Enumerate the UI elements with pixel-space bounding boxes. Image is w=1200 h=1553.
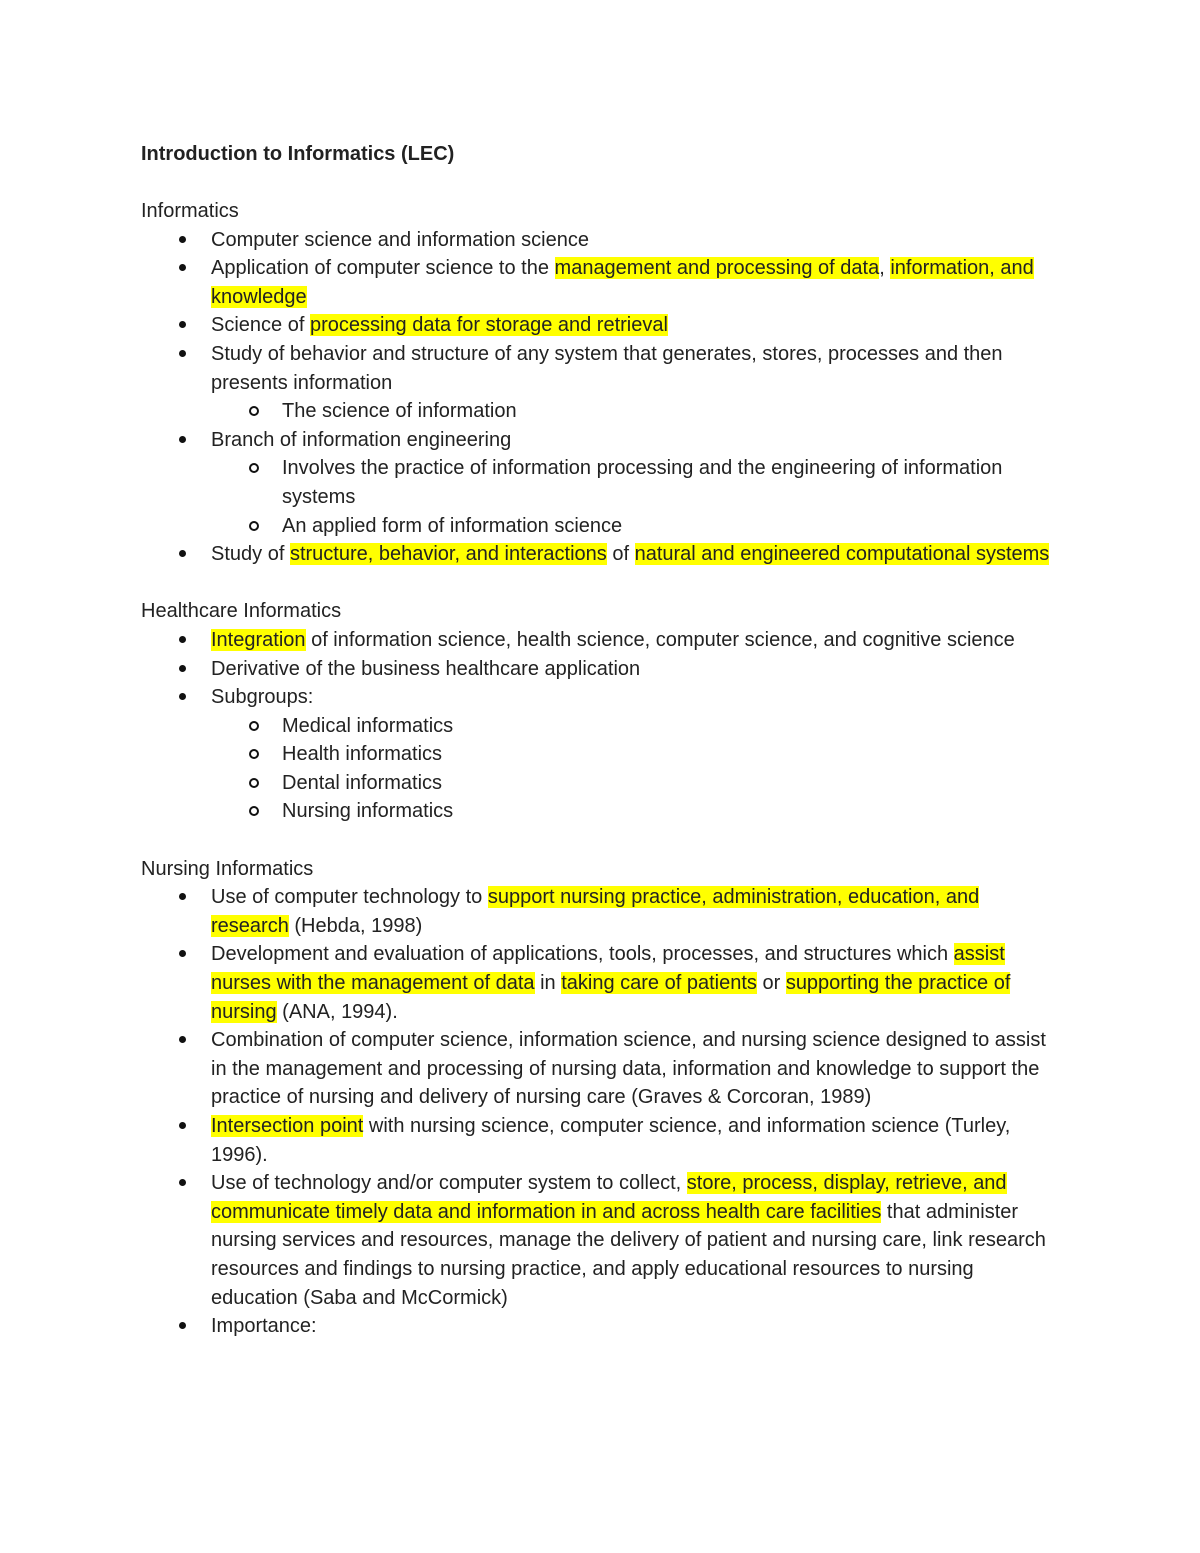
highlighted-text: information, and knowledge — [211, 257, 1034, 308]
item-text: of — [606, 543, 635, 566]
item-text: Science of — [211, 314, 310, 337]
list-item — [141, 540, 1061, 569]
item-text: (ANA, 1994). — [276, 1000, 398, 1023]
list-item — [141, 883, 1061, 940]
list-item — [141, 655, 1061, 684]
list-item — [141, 683, 1061, 712]
item-text: , — [879, 257, 891, 280]
bullet-icon — [179, 321, 186, 328]
page-title: Introduction to Informatics (LEC) — [141, 143, 455, 165]
sub-list-item — [141, 797, 1061, 826]
item-text: Study of behavior and structure of any system that generates, stores, processes and then presents information — [211, 342, 1003, 394]
sections-container — [141, 197, 1061, 1341]
bullet-icon — [179, 436, 186, 443]
item-text: Medical informatics — [282, 714, 454, 737]
section-spacer — [141, 826, 1061, 855]
list-item — [141, 626, 1061, 655]
list-item — [141, 1312, 1061, 1341]
list-item — [141, 311, 1061, 340]
sub-list-item — [141, 712, 1061, 741]
item-text: The science of information — [282, 400, 517, 423]
hollow-bullet-icon — [249, 749, 259, 759]
highlighted-text: management and processing of data — [554, 257, 880, 280]
item-text: with nursing science, computer science, and information science (Turley, 1996). — [211, 1115, 1011, 1166]
list-item — [141, 1112, 1061, 1169]
sub-list-item — [141, 740, 1061, 769]
item-text: Computer science and information science — [211, 228, 589, 251]
list-item — [141, 1169, 1061, 1312]
bullet-icon — [179, 950, 186, 957]
bullet-list — [141, 226, 1061, 569]
bullet-icon — [179, 893, 186, 900]
item-text: An applied form of information science — [282, 514, 623, 537]
highlighted-text: assist nurses with the management of data — [211, 943, 1005, 995]
item-text: of information science, health science, computer science, and cognitive science — [305, 628, 1015, 651]
sub-list-item — [141, 397, 1061, 426]
list-item — [141, 1026, 1061, 1112]
item-text: Development and evaluation of applications, tools, processes, and structures which — [211, 943, 954, 966]
highlighted-text: Intersection point — [211, 1115, 364, 1137]
list-item — [141, 426, 1061, 455]
bullet-icon — [179, 1322, 186, 1329]
item-text: Derivative of the business healthcare application — [211, 657, 641, 680]
bullet-icon — [179, 665, 186, 672]
item-text: Nursing informatics — [282, 800, 454, 823]
item-text: Involves the practice of information processing and the engineering of information systems — [282, 457, 1003, 508]
item-text: Health informatics — [282, 743, 443, 766]
bullet-icon — [179, 264, 186, 271]
section-heading: Healthcare Informatics — [141, 600, 342, 623]
section-heading: Informatics — [141, 200, 239, 222]
highlighted-text: natural and engineered computational systems — [634, 543, 1050, 566]
hollow-bullet-icon — [249, 806, 259, 816]
section-spacer — [141, 569, 1061, 598]
hollow-bullet-icon — [249, 521, 259, 531]
hollow-bullet-icon — [249, 406, 259, 416]
highlighted-text: processing data for storage and retrieval — [309, 314, 668, 337]
section-heading: Nursing Informatics — [141, 857, 314, 880]
list-item — [141, 254, 1061, 311]
item-text: Dental informatics — [282, 771, 443, 794]
item-text: in — [534, 972, 562, 995]
hollow-bullet-icon — [249, 721, 259, 731]
document-body — [141, 140, 1061, 1341]
item-text: Branch of information engineering — [211, 428, 512, 451]
bullet-icon — [179, 1122, 186, 1129]
item-text: or — [756, 972, 786, 995]
bullet-icon — [179, 350, 186, 357]
bullet-icon — [179, 1179, 186, 1186]
bullet-icon — [179, 693, 186, 700]
item-text: Importance: — [211, 1315, 317, 1338]
hollow-bullet-icon — [249, 463, 259, 473]
highlighted-text: store, process, display, retrieve, and communicate timely data and information in and across health care facilities — [211, 1172, 1007, 1223]
item-text: Application of computer science to the — [211, 257, 555, 280]
highlighted-text: taking care of patients — [561, 972, 757, 995]
highlighted-text: supporting the practice of nursing — [211, 972, 1011, 1023]
sub-list-item — [141, 769, 1061, 798]
bullet-icon — [179, 636, 186, 643]
item-text: that administer nursing services and resources, manage the delivery of patient and nursing care, link research resources and findings to nursing practice, and apply educational resources to nursing education (Saba and McCormick) — [211, 1200, 1046, 1309]
list-item — [141, 940, 1061, 1026]
item-text: Use of computer technology to — [211, 886, 488, 909]
list-item — [141, 226, 1061, 255]
sub-list-item — [141, 512, 1061, 541]
item-text: Study of — [211, 543, 290, 566]
highlighted-text: structure, behavior, and interactions — [289, 543, 607, 566]
list-item — [141, 340, 1061, 397]
item-text: (Hebda, 1998) — [288, 914, 423, 937]
bullet-list — [141, 883, 1061, 1341]
highlighted-text: support nursing practice, administration, education, and research — [211, 886, 980, 937]
item-text: Combination of computer science, information science, and nursing science designed to assist in the management and processing of nursing data, information and knowledge to support the practice of nursing and delivery of nursing care (Graves & Corcoran, 1989) — [211, 1029, 1046, 1109]
highlighted-text: Integration — [211, 628, 306, 651]
sub-list-item — [141, 454, 1061, 511]
hollow-bullet-icon — [249, 778, 259, 788]
item-text: Use of technology and/or computer system to collect, — [211, 1172, 687, 1195]
bullet-icon — [179, 236, 186, 243]
bullet-icon — [179, 1036, 186, 1043]
item-text: Subgroups: — [211, 686, 314, 709]
bullet-icon — [179, 550, 186, 557]
bullet-list — [141, 626, 1061, 826]
